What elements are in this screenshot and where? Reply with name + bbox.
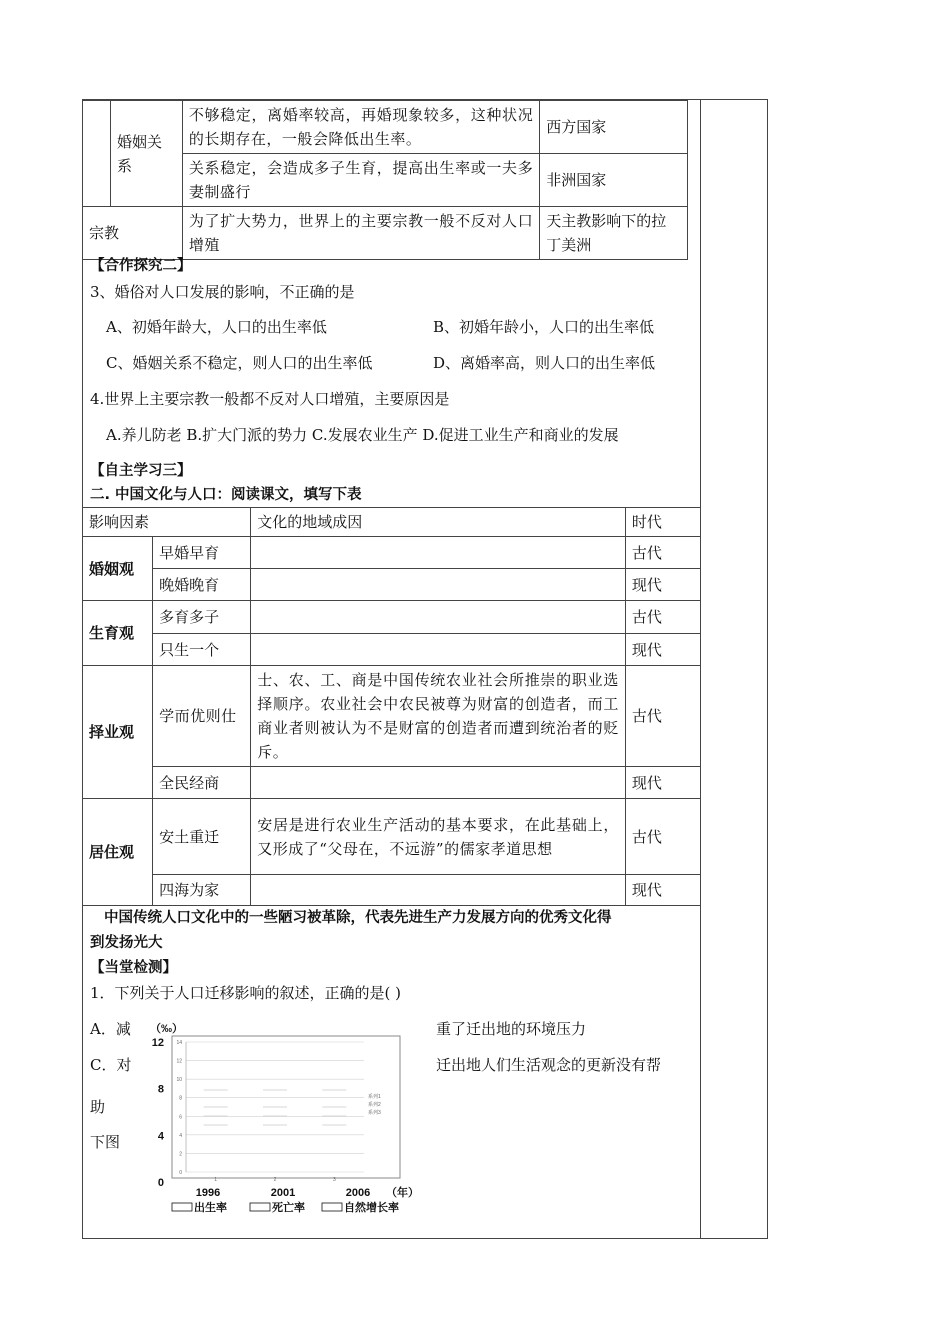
table1-effect: 为了扩大势力，世界上的主要宗教一般不反对人口增殖 (182, 207, 539, 260)
option-c-right: 迁出地人们生活观念的更新没有帮 (436, 1056, 662, 1074)
inner-y-tick: 12 (176, 1058, 182, 1065)
question-4: 4.世界上主要宗教一般都不反对人口增殖，主要原因是 (90, 390, 450, 408)
legend-swatch (172, 1203, 192, 1211)
figure-label: 下图 (90, 1133, 121, 1151)
reason-cell (251, 767, 626, 799)
factor-fertility: 生育观 (83, 601, 153, 666)
legend-swatch (250, 1203, 270, 1211)
item-cell: 多育多子 (153, 601, 251, 634)
option-a-right: 重了迁出地的环境压力 (436, 1020, 587, 1038)
inner-x-tick: 1 (214, 1177, 218, 1183)
table1-effect: 不够稳定，离婚率较高，再婚现象较多，这种状况的长期存在，一般会降低出生率。 (182, 101, 539, 154)
summary-line-1: 中国传统人口文化中的一些陋习被革除，代表先进生产力发展方向的优秀文化得 (104, 910, 612, 926)
item-cell: 四海为家 (153, 875, 251, 906)
question-3: 3、婚俗对人口发展的影响，不正确的是 (90, 283, 355, 301)
inner-legend-entry: 系列1 (368, 1094, 381, 1100)
section-subheading: 二. 中国文化与人口：阅读课文，填写下表 (90, 487, 362, 503)
header-era: 时代 (625, 508, 700, 537)
reason-cell (251, 601, 626, 634)
option-a-left: A．减 (90, 1020, 131, 1038)
summary-line-2: 到发扬光大 (90, 935, 163, 951)
item-cell: 早婚早育 (153, 537, 251, 569)
section-heading-self3: 【自主学习三】 (90, 463, 192, 479)
inner-y-tick: 4 (179, 1132, 182, 1139)
inner-legend-entry: 系列2 (368, 1102, 381, 1108)
inner-y-tick: 0 (179, 1170, 182, 1176)
option-c-left: C．对 (90, 1056, 132, 1074)
era-cell: 古代 (625, 799, 700, 875)
table1-region: 非洲国家 (540, 154, 688, 207)
inner-x-tick: 3 (332, 1177, 336, 1183)
era-cell: 古代 (625, 666, 700, 767)
inner-legend-entry: 系列3 (368, 1110, 381, 1116)
y-tick-label: 0 (157, 1177, 164, 1189)
inner-y-tick: 10 (176, 1077, 182, 1084)
item-cell: 学而优则仕 (153, 666, 251, 767)
item-cell: 安土重迁 (153, 799, 251, 875)
blank-cell (83, 101, 111, 207)
q3-option-d: D、离婚率高，则人口的出生率低 (433, 354, 656, 372)
reason-cell (251, 875, 626, 906)
q3-option-a: A、初婚年龄大，人口的出生率低 (106, 318, 327, 336)
x-axis-title: （年） (386, 1187, 419, 1199)
reason-cell: 士、农、工、商是中国传统农业社会所推崇的职业选择顺序。农业社会中农民被尊为财富的创造者，而工商业者则被认为不是财富的创造者而遭到统治者的贬斥。 (251, 666, 626, 767)
section-heading-coop2: 【合作探究二】 (90, 258, 192, 274)
era-cell: 古代 (625, 601, 700, 634)
q3-option-b: B、初婚年龄小，人口的出生率低 (433, 318, 655, 336)
legend-label: 出生率 (194, 1202, 227, 1214)
reason-cell (251, 537, 626, 569)
y-tick-label: 8 (157, 1083, 164, 1096)
x-tick-label: 1996 (195, 1187, 221, 1199)
header-reason: 文化的地域成因 (251, 508, 626, 537)
chart-unit-label: （‰） (150, 1023, 183, 1035)
legend-label: 死亡率 (272, 1202, 305, 1214)
factor-residence: 居住观 (83, 799, 153, 906)
item-cell: 晚婚晚育 (153, 569, 251, 601)
x-tick-label: 2001 (270, 1187, 296, 1199)
factor-marriage: 婚姻观 (83, 537, 153, 601)
era-cell: 现代 (625, 875, 700, 906)
y-tick-label: 12 (151, 1037, 164, 1049)
inner-y-tick: 2 (179, 1151, 182, 1158)
factor-career: 择业观 (83, 666, 153, 799)
reason-cell (251, 634, 626, 666)
inner-y-tick: 6 (179, 1114, 182, 1121)
y-tick-label: 4 (157, 1130, 164, 1143)
x-tick-label: 2006 (345, 1187, 371, 1199)
table1-region: 西方国家 (540, 101, 688, 154)
era-cell: 现代 (625, 634, 700, 666)
marriage-religion-table (82, 100, 688, 260)
section-heading-test: 【当堂检测】 (90, 960, 177, 976)
population-chart (138, 1016, 438, 1216)
q4-options: A.养儿防老 B.扩大门派的势力 C.发展农业生产 D.促进工业生产和商业的发展 (106, 426, 619, 444)
table1-effect: 关系稳定，会造成多子生育，提高出生率或一夫多妻制盛行 (182, 154, 539, 207)
reason-cell: 安居是进行农业生产活动的基本要求，在此基础上，又形成了“父母在，不远游”的儒家孝道思想 (251, 799, 626, 875)
chinese-culture-table (82, 507, 701, 906)
table1-group-label: 宗教 (83, 207, 183, 260)
item-cell: 只生一个 (153, 634, 251, 666)
test-question-1: 1．下列关于人口迁移影响的叙述，正确的是( ) (90, 984, 402, 1002)
header-factor: 影响因素 (83, 508, 251, 537)
legend-swatch (322, 1203, 342, 1211)
era-cell: 现代 (625, 569, 700, 601)
option-c-continued: 助 (90, 1098, 106, 1116)
inner-y-tick: 14 (176, 1040, 182, 1046)
legend-label: 自然增长率 (344, 1202, 399, 1214)
q3-option-c: C、婚姻关系不稳定，则人口的出生率低 (106, 354, 373, 372)
era-cell: 现代 (625, 767, 700, 799)
era-cell: 古代 (625, 537, 700, 569)
reason-cell (251, 569, 626, 601)
inner-y-tick: 8 (179, 1095, 182, 1102)
inner-x-tick: 2 (273, 1177, 277, 1183)
table1-group-label: 婚姻关系 (110, 101, 182, 207)
table1-region: 天主教影响下的拉丁美洲 (540, 207, 688, 260)
item-cell: 全民经商 (153, 767, 251, 799)
